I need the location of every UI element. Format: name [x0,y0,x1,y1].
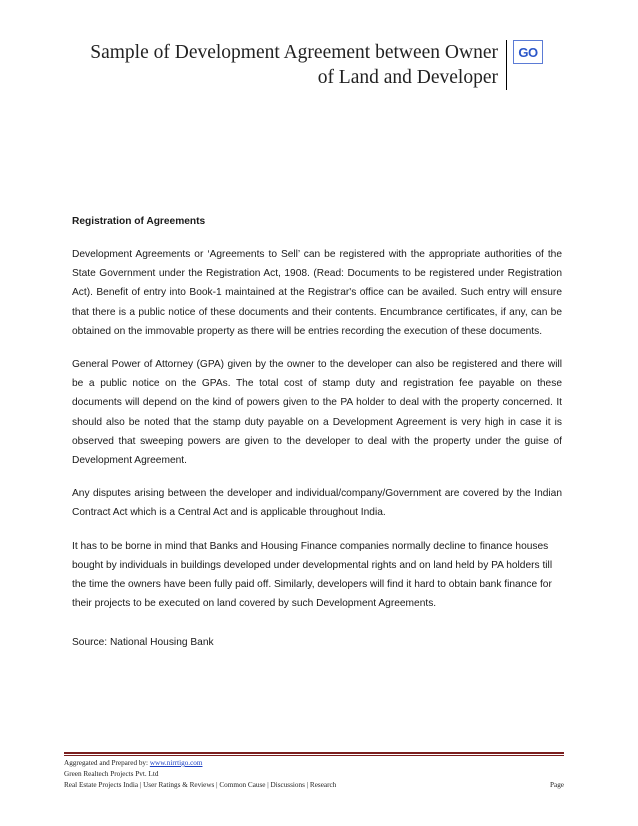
paragraph-bank-finance: It has to be borne in mind that Banks and Housing Finance companies normally decline to finance houses bought by individuals in buildings developed under developmental rights and on land held by PA holders till the time the owners have been fully paid off. Similarly, developers will find it hard to obtain bank finance for their projects to be executed on land covered by such Development Agreements. [72,540,553,610]
footer-prepared-by [64,758,564,769]
page-label: Page [550,781,564,789]
website-link[interactable]: www.nirrtigo.com [149,759,203,767]
page-header [60,40,507,90]
footer-divider-thin [64,755,564,756]
footer-divider [64,752,564,754]
go-logo-icon: GO [513,40,543,64]
document-title [90,40,498,90]
footer-company: Green Realtech Projects Pvt. Ltd [64,770,159,778]
paragraph-registration: Development Agreements or ‘Agreements to Sell’ can be registered with the appropriate authorities of the State Government under the Registration Act, 1908. (Read: Documents to be registered under Registration Act). Benefit of entry into Book-1 maintained at the Registrar's office can be availed. Such entry will ensure that there is a public notice of these documents and their contents. Encumbrance certificates, if any, can be obtained on the immovable property as there will be entries recording the execution of these documents. [72,249,562,337]
title-line-1: Sample of Development Agreement between Owner [90,42,498,63]
title-line-2: of Land and Developer [317,67,498,88]
footer-links: Real Estate Projects India | User Ratings & Reviews | Common Cause | Discussions | Research [64,781,337,789]
paragraph-disputes: Any disputes arising between the developer and individual/company/Government are covered by the Indian Contract Act which is a Central Act and is applicable throughout India. [72,488,562,519]
source-note: Source: National Housing Bank [72,637,214,648]
prepared-label: Aggregated and Prepared by: [64,759,150,767]
section-heading: Registration of Agreements [72,216,206,227]
page-footer [64,758,564,791]
paragraph-gpa: General Power of Attorney (GPA) given by the owner to the developer can also be registered and there will be a public notice on the GPAs. The total cost of stamp duty and registration fee payable on these documents will depend on the kind of powers given to the PA holder to deal with the property concerned. It should also be noted that the stamp duty payable on a Development Agreement is very high in case it is observed that sweeping powers are given to the developer to deal with the property under the guise of Development Agreement. [72,359,562,467]
main-content [72,213,562,627]
